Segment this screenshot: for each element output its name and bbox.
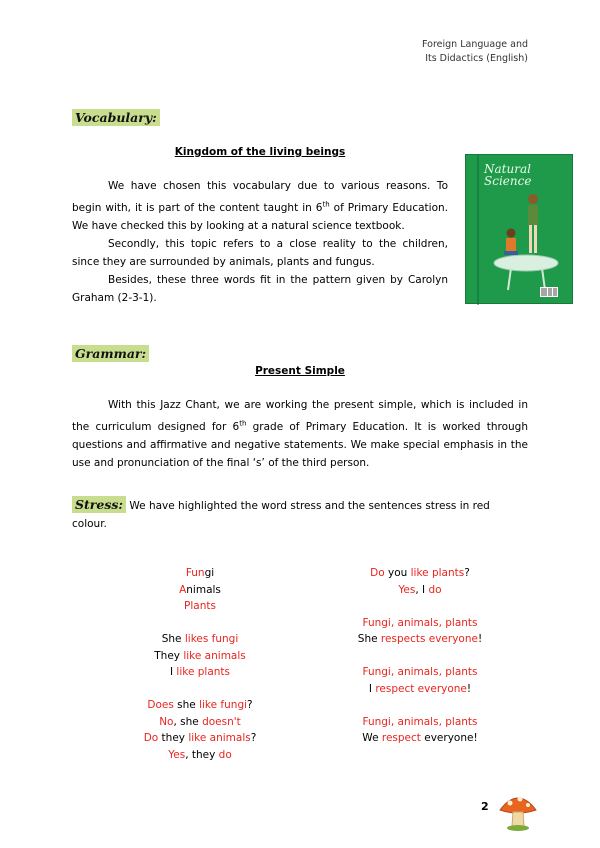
- chant-line-right: [310, 730, 530, 747]
- unstressed-text: I: [169, 666, 177, 678]
- chant-line-right: [310, 714, 530, 731]
- stressed-text: like animals: [183, 649, 246, 662]
- header-line-1: Foreign Language and: [422, 39, 528, 50]
- chant-line-right: [310, 615, 530, 632]
- unstressed-text: ?: [464, 567, 470, 579]
- chant-line-right: [310, 598, 530, 615]
- chant-line-right: [310, 664, 530, 681]
- unstressed-text: We: [362, 732, 382, 744]
- chant-line-right: [310, 582, 530, 599]
- unstressed-text: she: [173, 699, 200, 711]
- stressed-text: respect: [381, 732, 421, 744]
- chant-line-left: [80, 565, 320, 582]
- natural-science-book-cover: [465, 154, 573, 304]
- stressed-text: No: [159, 715, 174, 728]
- vocabulary-paragraph-3: Besides, these three words fit in the pattern given by Carolyn Graham (2-3-1).: [72, 273, 448, 304]
- chant-line-left: [80, 631, 320, 648]
- book-title-line-2: Science: [484, 174, 532, 188]
- stressed-text: do: [428, 583, 442, 596]
- stress-section: [72, 496, 512, 533]
- chant-line-left: [80, 582, 320, 599]
- unstressed-text: nimals: [186, 583, 221, 596]
- page-number: 2: [481, 800, 489, 813]
- chant-line-right: [310, 648, 530, 665]
- stressed-text: Fungi, animals, plants: [362, 715, 478, 728]
- unstressed-text: gi: [204, 567, 215, 579]
- grammar-paragraph-1: [72, 396, 528, 472]
- unstressed-text: you: [384, 567, 411, 579]
- chant-line-left: [80, 681, 320, 698]
- grammar-subtitle: Present Simple: [255, 365, 345, 377]
- grammar-section: [72, 346, 149, 361]
- chant-line-left: [80, 664, 320, 681]
- chant-line-left: [80, 615, 320, 632]
- stressed-text: Yes: [398, 583, 416, 596]
- stress-text: We have highlighted the word stress and the sentences stress in red colour.: [72, 500, 490, 530]
- stressed-text: Fungi, animals, plants: [362, 616, 478, 629]
- stressed-text: do: [218, 748, 232, 761]
- chant-line-right: [310, 697, 530, 714]
- chant-line-left: [80, 648, 320, 665]
- unstressed-text: , she: [173, 715, 203, 728]
- chant-line-left: [80, 714, 320, 731]
- document-header: [422, 38, 528, 66]
- stressed-text: respects everyone: [380, 633, 478, 645]
- chant-right-column: [310, 565, 530, 747]
- ordinal-suffix: th: [239, 419, 247, 427]
- chant-line-left: [80, 730, 320, 747]
- vocabulary-label: Vocabulary:: [72, 109, 160, 126]
- vocab-p1-text: We have chosen this vocabulary due to various reasons. To begin with, it is part of the content taught in 6th of Primary Education. We have checked this by looking at a natural science textbook.: [72, 180, 448, 232]
- stressed-text: likes fungi: [184, 633, 239, 645]
- unstressed-text: I: [368, 682, 376, 695]
- chant-line-left: [80, 747, 320, 764]
- stressed-text: Fun: [185, 567, 205, 579]
- vocabulary-subtitle: Kingdom of the living beings: [174, 146, 346, 158]
- unstressed-text: She: [161, 633, 185, 645]
- chant-left-column: [80, 565, 320, 763]
- chant-line-right: [310, 565, 530, 582]
- chant-line-left: [80, 598, 320, 615]
- book-title-line-1: Natural: [484, 162, 531, 176]
- unstressed-text: ?: [247, 699, 253, 711]
- unstressed-text: ?: [250, 732, 257, 744]
- stressed-text: A: [179, 583, 187, 596]
- mushroom-icon: [498, 790, 538, 832]
- stressed-text: like fungi: [199, 699, 248, 711]
- grammar-body: [72, 396, 528, 472]
- stressed-text: Do: [370, 567, 385, 579]
- chant-line-right: [310, 681, 530, 698]
- unstressed-text: everyone!: [420, 732, 478, 744]
- unstressed-text: , they: [185, 748, 219, 761]
- vocabulary-body: [72, 177, 448, 307]
- unstressed-text: !: [466, 682, 472, 695]
- stressed-text: like plants: [176, 666, 231, 678]
- header-line-2: Its Didactics (English): [425, 53, 528, 64]
- stressed-text: Plants: [184, 600, 216, 612]
- vocabulary-paragraph-1: [72, 177, 448, 235]
- stressed-text: Fungi, animals, plants: [362, 666, 478, 678]
- stressed-text: Do: [143, 732, 159, 744]
- stress-label: Stress:: [72, 496, 126, 513]
- unstressed-text: She: [357, 633, 381, 645]
- stressed-text: Yes: [168, 748, 186, 761]
- stressed-text: like animals: [188, 732, 251, 744]
- grammar-label: Grammar:: [72, 345, 149, 362]
- chant-line-left: [80, 697, 320, 714]
- grammar-p1-text: With this Jazz Chant, we are working the present simple, which is included in the curriculum designed for 6th grade of Primary Education. It is worked through questions and affirmative and negative statements. We make special emphasis in the use and pronunciation of the final ‘s’ of the third person.: [72, 399, 528, 469]
- unstressed-text: they: [158, 732, 189, 744]
- stressed-text: like plants: [410, 567, 465, 579]
- unstressed-text: They: [154, 649, 184, 662]
- book-illustration: [466, 155, 574, 305]
- chant-line-right: [310, 631, 530, 648]
- ordinal-suffix: th: [322, 200, 330, 208]
- stressed-text: Does: [147, 699, 174, 711]
- vocabulary-paragraph-2: Secondly, this topic refers to a close reality to the children, since they are surrounded by animals, plants and fungus.: [72, 237, 448, 268]
- vocabulary-section: [72, 110, 160, 125]
- stressed-text: doesn't: [202, 715, 241, 728]
- unstressed-text: , I: [415, 583, 429, 596]
- unstressed-text: !: [477, 633, 483, 645]
- stressed-text: respect everyone: [375, 682, 467, 695]
